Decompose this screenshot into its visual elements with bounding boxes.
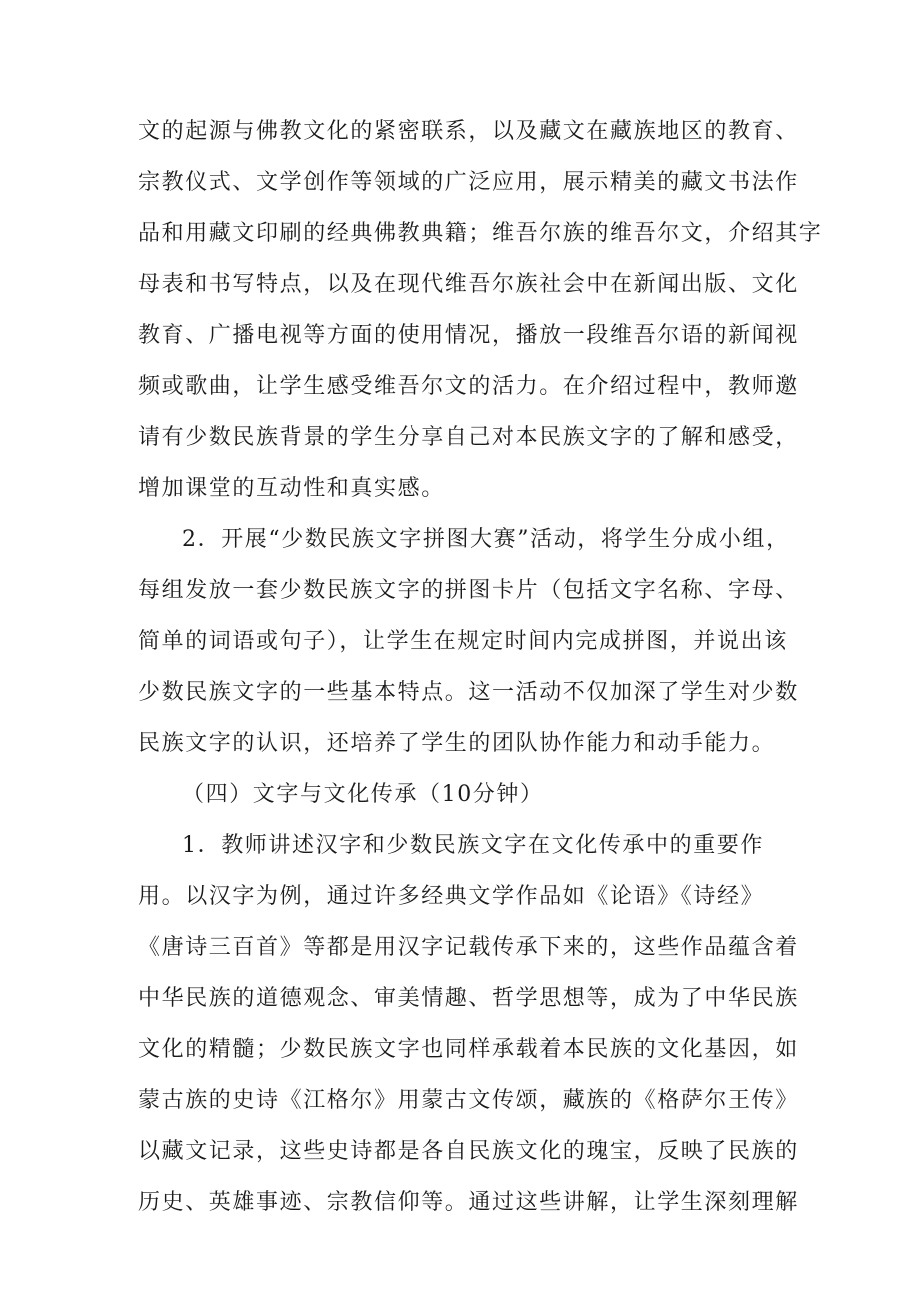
paragraph-line: 频或歌曲，让学生感受维吾尔文的活力。在介绍过程中，教师邀 [138,374,799,399]
paragraph-line: 中华民族的道德观念、审美情趣、哲学思想等，成为了中华民族 [138,986,799,1011]
paragraph-line: 教育、广播电视等方面的使用情况，播放一段维吾尔语的新闻视 [138,323,799,348]
paragraph-line: 用。以汉字为例，通过许多经典文学作品如《论语》《诗经》 [138,884,765,909]
paragraph-line: 历史、英雄事迹、宗教信仰等。通过这些讲解，让学生深刻理解 [138,1190,799,1215]
paragraph-line: 文化的精髓；少数民族文字也同样承载着本民族的文化基因，如 [138,1037,799,1062]
paragraph-line: 请有少数民族背景的学生分享自己对本民族文字的了解和感受， [138,425,799,450]
paragraph-line-numbered: 1．教师讲述汉字和少数民族文字在文化传承中的重要作 [182,833,764,858]
section-heading: （四）文字与文化传承（10分钟） [182,782,544,807]
paragraph-line: 民族文字的认识，还培养了学生的团队协作能力和动手能力。 [138,731,776,756]
paragraph-line: 文的起源与佛教文化的紧密联系，以及藏文在藏族地区的教育、 [138,119,799,144]
paragraph-line: 蒙古族的史诗《江格尔》用蒙古文传颂，藏族的《格萨尔王传》 [138,1088,799,1113]
paragraph-line: 每组发放一套少数民族文字的拼图卡片（包括文字名称、字母、 [138,578,799,603]
paragraph-line: 品和用藏文印刷的经典佛教典籍；维吾尔族的维吾尔文，介绍其字 [138,221,823,246]
paragraph-line: 少数民族文字的一些基本特点。这一活动不仅加深了学生对少数 [138,680,799,705]
paragraph-line: 母表和书写特点，以及在现代维吾尔族社会中在新闻出版、文化 [138,272,799,297]
paragraph-line: 简单的词语或句子），让学生在规定时间内完成拼图，并说出该 [138,629,788,654]
paragraph-line: 以藏文记录，这些史诗都是各自民族文化的瑰宝，反映了民族的 [138,1139,799,1164]
paragraph-line: 增加课堂的互动性和真实感。 [138,476,445,501]
paragraph-line: 宗教仪式、文学创作等领域的广泛应用，展示精美的藏文书法作 [138,170,799,195]
paragraph-line: 《唐诗三百首》等都是用汉字记载传承下来的，这些作品蕴含着 [138,935,799,960]
paragraph-line-numbered: 2．开展“少数民族文字拼图大赛”活动，将学生分成小组， [182,527,790,552]
